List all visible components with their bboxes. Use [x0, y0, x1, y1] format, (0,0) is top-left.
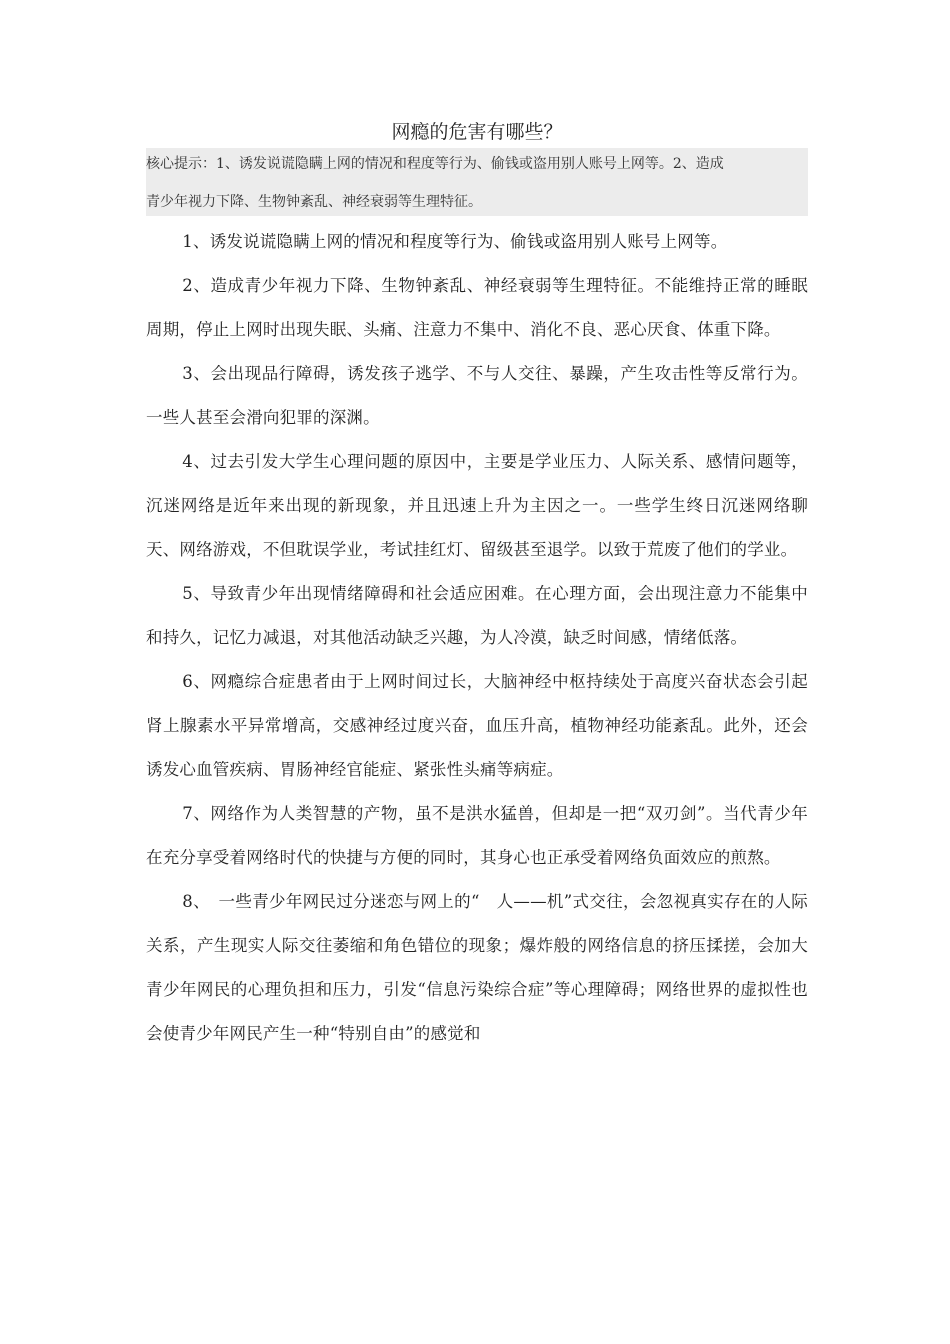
paragraph-5: 5、导致青少年出现情绪障碍和社会适应困难。在心理方面，会出现注意力不能集中和持久，记忆力减退，对其他活动缺乏兴趣，为人冷漠，缺乏时间感，情绪低落。 — [146, 584, 808, 647]
summary-line-1: 核心提示：1、诱发说谎隐瞒上网的情况和程度等行为、偷钱或盗用别人账号上网等。2、造成 — [146, 156, 724, 172]
document-body — [146, 220, 808, 1056]
paragraph-8: 8、 一些青少年网民过分迷恋与网上的“ 人——机”式交往，会忽视真实存在的人际关系，产生现实人际交往萎缩和角色错位的现象；爆炸般的网络信息的挤压揉搓，会加大青少年网民的心理负担和压力，引发“信息污染综合症”等心理障碍；网络世界的虚拟性也会使青少年网民产生一种“特别自由”的感觉和 — [146, 892, 808, 1043]
paragraph-6: 6、网瘾综合症患者由于上网时间过长，大脑神经中枢持续处于高度兴奋状态会引起肾上腺素水平异常增高，交感神经过度兴奋，血压升高，植物神经功能紊乱。此外，还会诱发心血管疾病、胃肠神经官能症、紧张性头痛等病症。 — [146, 672, 808, 779]
paragraph-4: 4、过去引发大学生心理问题的原因中，主要是学业压力、人际关系、感情问题等，沉迷网络是近年来出现的新现象，并且迅速上升为主因之一。一些学生终日沉迷网络聊天、网络游戏，不但耽误学业，考试挂红灯、留级甚至退学。以致于荒废了他们的学业。 — [146, 452, 808, 559]
paragraph-3: 3、会出现品行障碍，诱发孩子逃学、不与人交往、暴躁，产生攻击性等反常行为。一些人甚至会滑向犯罪的深渊。 — [146, 364, 808, 427]
paragraph-7: 7、网络作为人类智慧的产物，虽不是洪水猛兽，但却是一把“双刃剑”。当代青少年在充分享受着网络时代的快捷与方便的同时，其身心也正承受着网络负面效应的煎熬。 — [146, 804, 808, 867]
summary-line-2: 青少年视力下降、生物钟紊乱、神经衰弱等生理特征。 — [146, 194, 482, 210]
paragraph-1: 1、诱发说谎隐瞒上网的情况和程度等行为、偷钱或盗用别人账号上网等。 — [182, 232, 728, 251]
summary-box — [146, 148, 808, 216]
document-page — [146, 118, 808, 1056]
document-title: 网瘾的危害有哪些？ — [391, 121, 563, 143]
paragraph-2: 2、造成青少年视力下降、生物钟紊乱、神经衰弱等生理特征。不能维持正常的睡眠周期，停止上网时出现失眠、头痛、注意力不集中、消化不良、恶心厌食、体重下降。 — [146, 276, 808, 339]
